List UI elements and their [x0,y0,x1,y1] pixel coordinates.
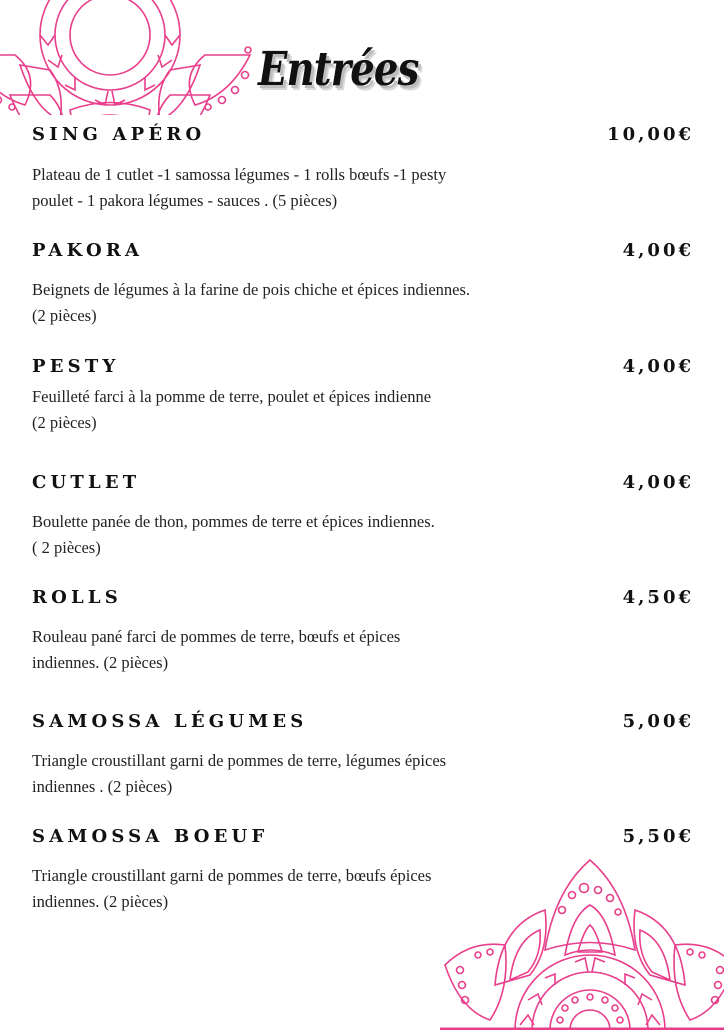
item-name: SING APÉRO [32,124,206,145]
page-title: Entrées [258,42,419,97]
item-name: CUTLET [32,472,141,493]
item-name: PESTY [32,356,120,377]
item-description: Plateau de 1 cutlet -1 samossa légumes - 1 rolls bœufs -1 pesty poulet - 1 pakora légumes - sauces . (5 pièces) [32,165,447,210]
item-description: Rouleau pané farci de pommes de terre, bœufs et épices indiennes. (2 pièces) [32,627,401,672]
item-price: 4,00€ [622,240,694,261]
item-price: 5,00€ [622,711,694,732]
item-description: Triangle croustillant garni de pommes de terre, légumes épices indiennes . (2 pièces) [32,751,447,796]
item-description: Beignets de légumes à la farine de pois chiche et épices indiennes. (2 pièces) [32,280,471,325]
item-name: ROLLS [32,587,122,608]
item-price: 4,00€ [622,356,694,377]
item-price: 4,00€ [622,472,694,493]
item-description: Triangle croustillant garni de pommes de terre, bœufs épices indiennes. (2 pièces) [32,866,432,911]
item-name: SAMOSSA BOEUF [32,826,269,847]
item-price: 5,50€ [622,826,694,847]
item-description: Feuilleté farci à la pomme de terre, poulet et épices indienne (2 pièces) [32,387,432,432]
item-description: Boulette panée de thon, pommes de terre et épices indiennes. ( 2 pièces) [32,512,435,557]
item-price: 10,00€ [607,124,694,145]
item-name: SAMOSSA LÉGUMES [32,711,308,732]
item-price: 4,50€ [622,587,694,608]
mandala-top-icon [0,0,260,115]
mandala-bottom-icon [440,855,724,1030]
item-name: PAKORA [32,240,144,261]
